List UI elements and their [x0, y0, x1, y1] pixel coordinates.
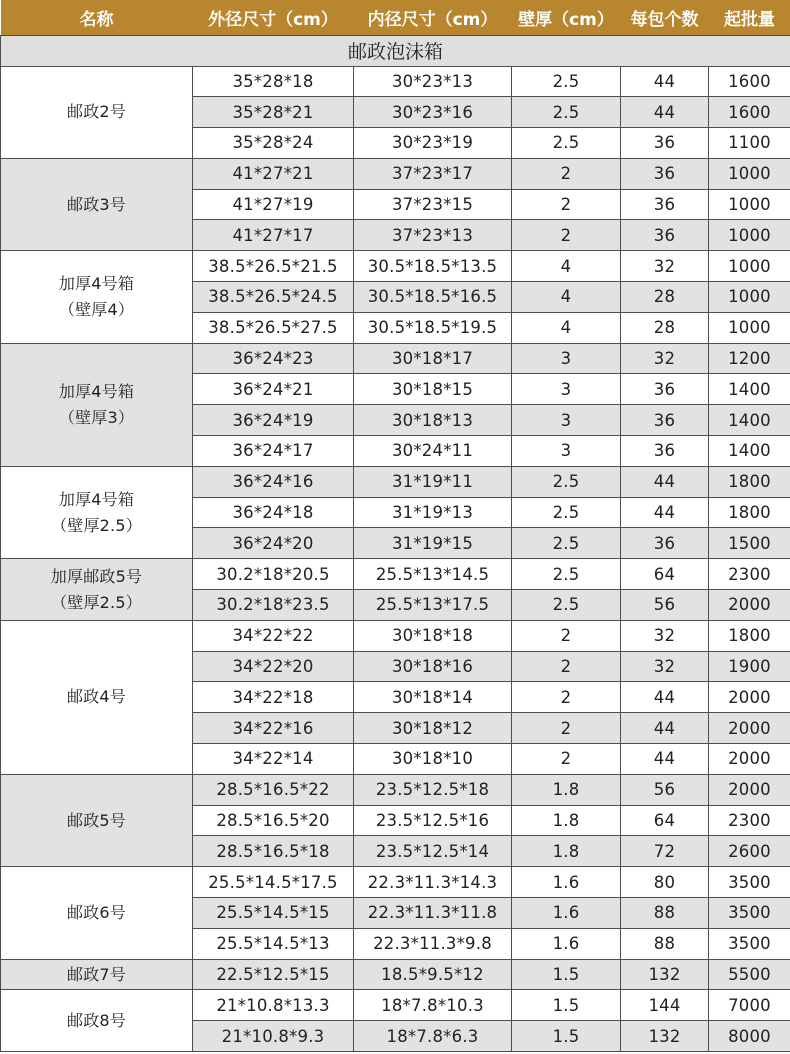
product-name-cell — [1, 66, 193, 158]
outer-size-cell: 25.5*14.5*13 — [193, 928, 354, 959]
inner-size-cell: 30*18*10 — [354, 744, 512, 775]
pieces-per-pack-cell: 32 — [621, 343, 709, 374]
inner-size-cell: 37*23*17 — [354, 158, 512, 189]
wall-thickness-cell: 1.5 — [512, 959, 621, 990]
pieces-per-pack-cell: 64 — [621, 805, 709, 836]
inner-size-cell: 31*19*15 — [354, 528, 512, 559]
inner-size-cell: 18*7.8*10.3 — [354, 990, 512, 1021]
product-name-cell — [1, 620, 193, 774]
inner-size-cell: 30.5*18.5*19.5 — [354, 312, 512, 343]
min-order-cell: 1400 — [709, 374, 790, 405]
pieces-per-pack-cell: 88 — [621, 898, 709, 929]
outer-size-cell: 21*10.8*9.3 — [193, 1021, 354, 1052]
pieces-per-pack-cell: 44 — [621, 744, 709, 775]
outer-size-cell: 35*28*21 — [193, 97, 354, 128]
wall-thickness-cell: 1.6 — [512, 928, 621, 959]
inner-size-cell: 31*19*13 — [354, 497, 512, 528]
min-order-cell: 1600 — [709, 97, 790, 128]
wall-thickness-cell: 1.8 — [512, 805, 621, 836]
product-name-line: 邮政7号 — [67, 964, 126, 984]
header-row — [1, 0, 790, 35]
min-order-cell: 3500 — [709, 867, 790, 898]
table-row — [1, 158, 790, 189]
product-name-line: 加厚邮政5号 — [50, 566, 143, 586]
outer-size-cell: 25.5*14.5*17.5 — [193, 867, 354, 898]
product-name-line: 邮政6号 — [67, 902, 126, 922]
wall-thickness-cell: 2 — [512, 713, 621, 744]
pieces-per-pack-cell: 56 — [621, 590, 709, 621]
min-order-cell: 1000 — [709, 312, 790, 343]
product-name-line: 邮政8号 — [67, 1010, 126, 1030]
outer-size-cell: 36*24*23 — [193, 343, 354, 374]
min-order-cell: 2300 — [709, 559, 790, 590]
pieces-per-pack-cell: 56 — [621, 774, 709, 805]
pieces-per-pack-cell: 36 — [621, 128, 709, 159]
product-name-cell — [1, 251, 193, 343]
wall-thickness-cell: 2 — [512, 651, 621, 682]
wall-thickness-cell: 2 — [512, 220, 621, 251]
outer-size-cell: 38.5*26.5*27.5 — [193, 312, 354, 343]
inner-size-cell: 37*23*13 — [354, 220, 512, 251]
outer-size-cell: 28.5*16.5*20 — [193, 805, 354, 836]
wall-thickness-cell: 2.5 — [512, 590, 621, 621]
min-order-cell: 1900 — [709, 651, 790, 682]
pieces-per-pack-cell: 44 — [621, 97, 709, 128]
min-order-cell: 2000 — [709, 744, 790, 775]
min-order-cell: 1800 — [709, 497, 790, 528]
pieces-per-pack-cell: 44 — [621, 66, 709, 97]
min-order-cell: 1800 — [709, 620, 790, 651]
min-order-cell: 1800 — [709, 466, 790, 497]
outer-size-cell: 36*24*21 — [193, 374, 354, 405]
min-order-cell: 2600 — [709, 836, 790, 867]
min-order-cell: 1000 — [709, 220, 790, 251]
outer-size-cell: 34*22*20 — [193, 651, 354, 682]
inner-size-cell: 30*18*16 — [354, 651, 512, 682]
pieces-per-pack-cell: 32 — [621, 251, 709, 282]
inner-size-cell: 30*18*14 — [354, 682, 512, 713]
outer-size-cell: 36*24*17 — [193, 436, 354, 467]
wall-thickness-cell: 1.8 — [512, 836, 621, 867]
min-order-cell: 1000 — [709, 158, 790, 189]
pieces-per-pack-cell: 64 — [621, 559, 709, 590]
min-order-cell: 2000 — [709, 682, 790, 713]
min-order-cell: 3500 — [709, 928, 790, 959]
product-name-line: 加厚4号箱 — [58, 273, 135, 293]
pieces-per-pack-cell: 36 — [621, 374, 709, 405]
min-order-cell: 1000 — [709, 251, 790, 282]
min-order-cell: 1000 — [709, 189, 790, 220]
pieces-per-pack-cell: 28 — [621, 282, 709, 313]
inner-size-cell: 30*18*15 — [354, 374, 512, 405]
product-name-cell — [1, 774, 193, 866]
product-name-cell — [1, 867, 193, 959]
product-name-cell — [1, 959, 193, 990]
outer-size-cell: 35*28*24 — [193, 128, 354, 159]
min-order-cell: 2000 — [709, 590, 790, 621]
pieces-per-pack-cell: 72 — [621, 836, 709, 867]
wall-thickness-cell: 2 — [512, 158, 621, 189]
table-body — [1, 35, 790, 1052]
min-order-cell: 1200 — [709, 343, 790, 374]
outer-size-cell: 41*27*19 — [193, 189, 354, 220]
inner-size-cell: 18*7.8*6.3 — [354, 1021, 512, 1052]
header-wall-thickness: 壁厚（cm） — [512, 0, 621, 35]
min-order-cell: 2000 — [709, 774, 790, 805]
wall-thickness-cell: 3 — [512, 436, 621, 467]
pieces-per-pack-cell: 80 — [621, 867, 709, 898]
wall-thickness-cell: 1.6 — [512, 867, 621, 898]
wall-thickness-cell: 2 — [512, 682, 621, 713]
wall-thickness-cell: 2.5 — [512, 466, 621, 497]
table-row — [1, 867, 790, 898]
inner-size-cell: 37*23*15 — [354, 189, 512, 220]
outer-size-cell: 34*22*18 — [193, 682, 354, 713]
min-order-cell: 2300 — [709, 805, 790, 836]
product-name-line: 加厚4号箱 — [58, 489, 135, 509]
table-title-row — [1, 35, 790, 66]
product-name-line: （壁厚2.5） — [51, 592, 142, 612]
outer-size-cell: 36*24*20 — [193, 528, 354, 559]
inner-size-cell: 30*24*11 — [354, 436, 512, 467]
inner-size-cell: 25.5*13*17.5 — [354, 590, 512, 621]
wall-thickness-cell: 4 — [512, 251, 621, 282]
wall-thickness-cell: 2.5 — [512, 128, 621, 159]
wall-thickness-cell: 3 — [512, 343, 621, 374]
outer-size-cell: 35*28*18 — [193, 66, 354, 97]
outer-size-cell: 34*22*16 — [193, 713, 354, 744]
header-pieces-per-pack: 每包个数 — [621, 0, 709, 35]
header-name: 名称 — [1, 0, 193, 35]
outer-size-cell: 21*10.8*13.3 — [193, 990, 354, 1021]
outer-size-cell: 28.5*16.5*18 — [193, 836, 354, 867]
inner-size-cell: 30*18*17 — [354, 343, 512, 374]
product-name-line: 邮政4号 — [67, 687, 126, 707]
inner-size-cell: 23.5*12.5*16 — [354, 805, 512, 836]
inner-size-cell: 30*23*19 — [354, 128, 512, 159]
wall-thickness-cell: 2.5 — [512, 559, 621, 590]
table-row — [1, 343, 790, 374]
inner-size-cell: 23.5*12.5*14 — [354, 836, 512, 867]
outer-size-cell: 30.2*18*23.5 — [193, 590, 354, 621]
header-min-order: 起批量 — [709, 0, 790, 35]
outer-size-cell: 34*22*22 — [193, 620, 354, 651]
inner-size-cell: 30.5*18.5*13.5 — [354, 251, 512, 282]
wall-thickness-cell: 2 — [512, 744, 621, 775]
wall-thickness-cell: 1.5 — [512, 1021, 621, 1052]
pieces-per-pack-cell: 144 — [621, 990, 709, 1021]
pieces-per-pack-cell: 132 — [621, 959, 709, 990]
outer-size-cell: 36*24*16 — [193, 466, 354, 497]
wall-thickness-cell: 2.5 — [512, 528, 621, 559]
pieces-per-pack-cell: 36 — [621, 220, 709, 251]
inner-size-cell: 31*19*11 — [354, 466, 512, 497]
wall-thickness-cell: 2.5 — [512, 497, 621, 528]
inner-size-cell: 30.5*18.5*16.5 — [354, 282, 512, 313]
min-order-cell: 1100 — [709, 128, 790, 159]
outer-size-cell: 41*27*21 — [193, 158, 354, 189]
min-order-cell: 1600 — [709, 66, 790, 97]
min-order-cell: 5500 — [709, 959, 790, 990]
product-name-line: （壁厚3） — [58, 407, 135, 427]
inner-size-cell: 22.3*11.3*9.8 — [354, 928, 512, 959]
wall-thickness-cell: 3 — [512, 374, 621, 405]
product-name-cell — [1, 466, 193, 558]
wall-thickness-cell: 2 — [512, 620, 621, 651]
min-order-cell: 7000 — [709, 990, 790, 1021]
pieces-per-pack-cell: 28 — [621, 312, 709, 343]
wall-thickness-cell: 4 — [512, 312, 621, 343]
inner-size-cell: 30*18*13 — [354, 405, 512, 436]
product-name-line: （壁厚2.5） — [51, 515, 142, 535]
outer-size-cell: 25.5*14.5*15 — [193, 898, 354, 929]
inner-size-cell: 23.5*12.5*18 — [354, 774, 512, 805]
table-title: 邮政泡沫箱 — [1, 35, 790, 66]
outer-size-cell: 36*24*19 — [193, 405, 354, 436]
table-row — [1, 466, 790, 497]
product-name-line: 邮政2号 — [67, 102, 126, 122]
inner-size-cell: 22.3*11.3*11.8 — [354, 898, 512, 929]
product-name-line: （壁厚4） — [58, 299, 135, 319]
pieces-per-pack-cell: 44 — [621, 682, 709, 713]
min-order-cell: 1400 — [709, 405, 790, 436]
inner-size-cell: 30*23*13 — [354, 66, 512, 97]
pieces-per-pack-cell: 132 — [621, 1021, 709, 1052]
pieces-per-pack-cell: 32 — [621, 620, 709, 651]
pieces-per-pack-cell: 88 — [621, 928, 709, 959]
pieces-per-pack-cell: 44 — [621, 713, 709, 744]
table-row — [1, 620, 790, 651]
min-order-cell: 1500 — [709, 528, 790, 559]
wall-thickness-cell: 1.6 — [512, 898, 621, 929]
pieces-per-pack-cell: 44 — [621, 466, 709, 497]
wall-thickness-cell: 2.5 — [512, 66, 621, 97]
outer-size-cell: 38.5*26.5*21.5 — [193, 251, 354, 282]
min-order-cell: 2000 — [709, 713, 790, 744]
product-name-cell — [1, 343, 193, 466]
outer-size-cell: 41*27*17 — [193, 220, 354, 251]
pieces-per-pack-cell: 36 — [621, 189, 709, 220]
outer-size-cell: 22.5*12.5*15 — [193, 959, 354, 990]
header-inner-size: 内径尺寸（cm） — [354, 0, 512, 35]
inner-size-cell: 22.3*11.3*14.3 — [354, 867, 512, 898]
table-row — [1, 559, 790, 590]
inner-size-cell: 30*18*18 — [354, 620, 512, 651]
inner-size-cell: 30*23*16 — [354, 97, 512, 128]
inner-size-cell: 30*18*12 — [354, 713, 512, 744]
min-order-cell: 1400 — [709, 436, 790, 467]
product-name-line: 邮政5号 — [67, 810, 126, 830]
min-order-cell: 3500 — [709, 898, 790, 929]
pieces-per-pack-cell: 32 — [621, 651, 709, 682]
table-row — [1, 990, 790, 1021]
product-name-cell — [1, 559, 193, 621]
pieces-per-pack-cell: 36 — [621, 528, 709, 559]
outer-size-cell: 28.5*16.5*22 — [193, 774, 354, 805]
table-row — [1, 959, 790, 990]
pieces-per-pack-cell: 36 — [621, 436, 709, 467]
table-header — [1, 0, 790, 35]
pieces-per-pack-cell: 36 — [621, 158, 709, 189]
table-row — [1, 66, 790, 97]
product-name-cell — [1, 990, 193, 1052]
header-outer-size: 外径尺寸（cm） — [193, 0, 354, 35]
product-name-line: 邮政3号 — [67, 194, 126, 214]
outer-size-cell: 38.5*26.5*24.5 — [193, 282, 354, 313]
wall-thickness-cell: 2.5 — [512, 97, 621, 128]
outer-size-cell: 34*22*14 — [193, 744, 354, 775]
product-name-line: 加厚4号箱 — [58, 381, 135, 401]
outer-size-cell: 30.2*18*20.5 — [193, 559, 354, 590]
inner-size-cell: 18.5*9.5*12 — [354, 959, 512, 990]
min-order-cell: 1000 — [709, 282, 790, 313]
product-name-cell — [1, 158, 193, 250]
table-row — [1, 774, 790, 805]
outer-size-cell: 36*24*18 — [193, 497, 354, 528]
min-order-cell: 8000 — [709, 1021, 790, 1052]
inner-size-cell: 25.5*13*14.5 — [354, 559, 512, 590]
pieces-per-pack-cell: 44 — [621, 497, 709, 528]
wall-thickness-cell: 1.5 — [512, 990, 621, 1021]
pieces-per-pack-cell: 36 — [621, 405, 709, 436]
wall-thickness-cell: 4 — [512, 282, 621, 313]
wall-thickness-cell: 1.8 — [512, 774, 621, 805]
wall-thickness-cell: 2 — [512, 189, 621, 220]
wall-thickness-cell: 3 — [512, 405, 621, 436]
table-row — [1, 251, 790, 282]
